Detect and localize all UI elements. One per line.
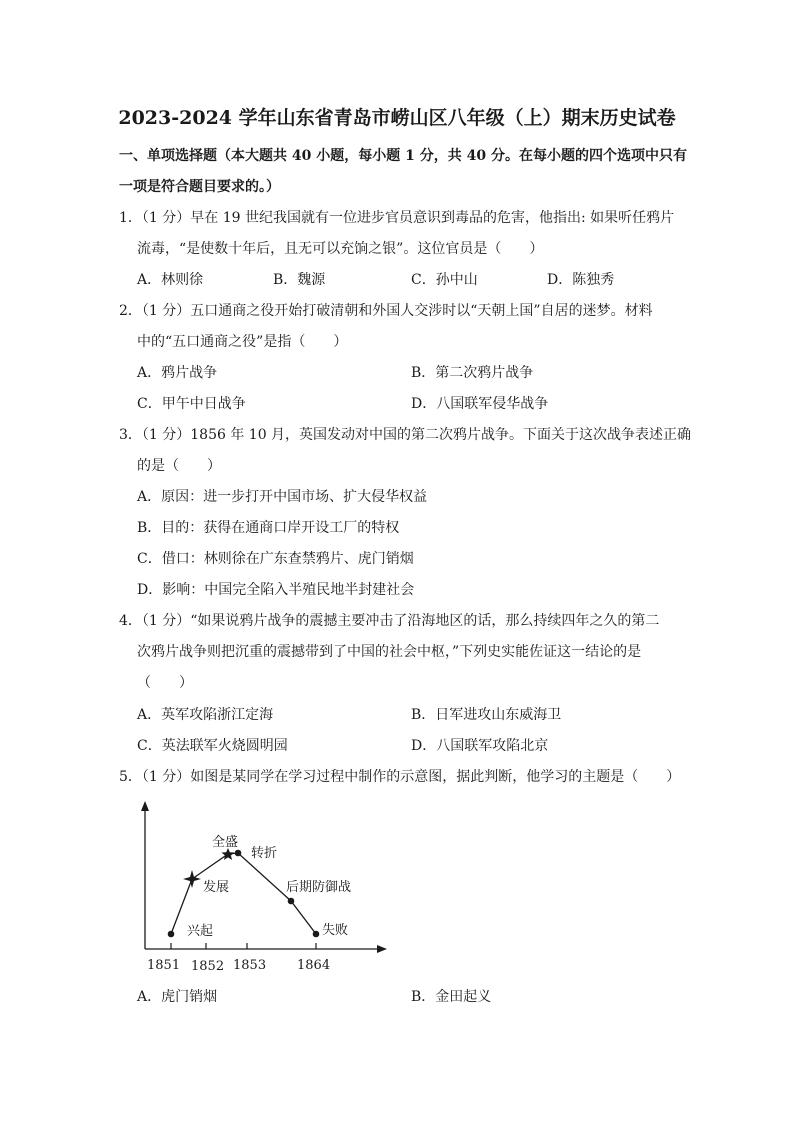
point-turn: [235, 850, 242, 857]
exam-title: 2023-2024 学年山东省青岛市崂山区八年级（上）期末历史试卷: [118, 107, 676, 129]
option-2d[interactable]: D．八国联军侵华战争: [411, 396, 549, 412]
x-axis-arrow: [377, 945, 387, 953]
y-axis-arrow: [141, 801, 149, 811]
option-1b[interactable]: B．魏源: [273, 272, 326, 288]
question-1-line2: 流毒，“是使数十年后，且无可以充饷之银”。这位官员是（ ）: [137, 241, 544, 257]
stage-label-fail: 失败: [322, 923, 349, 938]
stage-label-late-defense: 后期防御战: [286, 880, 352, 895]
question-4-line2: 次鸦片战争则把沉重的震撼带到了中国的社会中枢，”下列史实能佐证这一结论的是: [137, 644, 642, 660]
option-3a[interactable]: A．原因：进一步打开中国市场、扩大侵华权益: [137, 489, 428, 505]
option-1c[interactable]: C．孙中山: [411, 272, 478, 288]
option-1a[interactable]: A．林则徐: [137, 272, 204, 288]
stage-label-peak: 全盛: [212, 835, 239, 850]
question-4-line1: 4．（1 分）“如果说鸦片战争的震撼主要冲击了沿海地区的话，那么持续四年之久的第二: [119, 613, 660, 629]
question-3-line2: 的是（ ）: [137, 458, 221, 474]
option-2a[interactable]: A．鸦片战争: [137, 365, 218, 381]
point-fail: [313, 931, 320, 938]
point-late-defense: [288, 898, 295, 905]
year-1852: 1852: [191, 959, 225, 974]
point-rise: [168, 931, 175, 938]
question-1-line1: 1．（1 分）早在 19 世纪我国就有一位进步官员意识到毒品的危害，他指出: 如果听任鸦片: [119, 210, 675, 226]
question-2-line2: 中的“五口通商之役”是指（ ）: [137, 334, 348, 350]
point-develop-star-icon: [183, 870, 201, 888]
stage-label-rise: 兴起: [187, 924, 214, 939]
option-2c[interactable]: C．甲午中日战争: [137, 396, 246, 412]
option-3c[interactable]: C．借口：林则徐在广东查禁鸦片、虎门销烟: [137, 551, 414, 567]
option-4b[interactable]: B．日军进攻山东威海卫: [411, 707, 562, 723]
option-3d[interactable]: D．影响：中国完全陷入半殖民地半封建社会: [137, 582, 415, 598]
option-3b[interactable]: B．目的：获得在通商口岸开设工厂的特权: [137, 520, 400, 536]
option-1d[interactable]: D．陈独秀: [547, 272, 615, 288]
section-heading-line1: 一、单项选择题（本大题共 40 小题，每小题 1 分，共 40 分。在每小题的四个选项中只有: [119, 148, 687, 164]
taiping-stage-diagram: [125, 797, 395, 977]
option-5b[interactable]: B．金田起义: [411, 989, 492, 1005]
stage-label-develop: 发展: [203, 880, 230, 895]
section-heading-line2: 一项是符合题目要求的。）: [119, 179, 280, 195]
question-5-line1: 5．（1 分）如图是某同学在学习过程中制作的示意图，据此判断，他学习的主题是（ ）: [119, 769, 681, 785]
stage-label-turn: 转折: [251, 846, 278, 861]
option-4d[interactable]: D．八国联军攻陷北京: [411, 738, 549, 754]
option-5a[interactable]: A．虎门销烟: [137, 989, 218, 1005]
option-4c[interactable]: C．英法联军火烧圆明园: [137, 738, 288, 754]
year-1864: 1864: [297, 958, 331, 973]
year-1851: 1851: [147, 958, 181, 973]
option-2b[interactable]: B．第二次鸦片战争: [411, 365, 534, 381]
option-4a[interactable]: A．英军攻陷浙江定海: [137, 707, 274, 723]
question-3-line1: 3．（1 分）1856 年 10 月，英国发动对中国的第二次鸦片战争。下面关于这次战争表述正确: [119, 427, 692, 443]
question-4-line3: （ ）: [137, 675, 193, 691]
question-2-line1: 2．（1 分）五口通商之役开始打破清朝和外国人交涉时以“天朝上国”自居的迷梦。材料: [119, 303, 653, 319]
year-1853: 1853: [233, 958, 267, 973]
